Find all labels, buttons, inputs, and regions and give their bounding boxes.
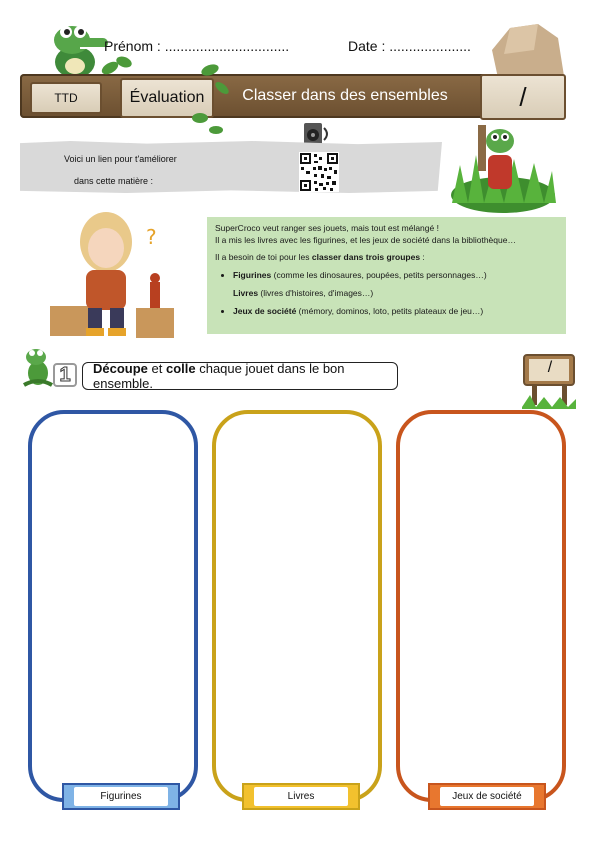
list-item: • Figurines (comme les dinosaures, poupées, petits personnages…) xyxy=(233,269,558,281)
svg-text:?: ? xyxy=(146,225,157,249)
score-sign-illustration xyxy=(522,347,576,409)
qr-code[interactable] xyxy=(299,152,339,192)
set-label-jeux-de-societe: Jeux de société xyxy=(440,787,534,806)
score-box[interactable]: / xyxy=(480,74,566,120)
category-list xyxy=(215,269,558,317)
set-jeux-de-societe[interactable] xyxy=(396,410,566,802)
speaker-icon[interactable] xyxy=(302,120,332,146)
small-croc-illustration xyxy=(20,343,56,389)
set-figurines[interactable] xyxy=(28,410,198,802)
ttd-label: TTD xyxy=(30,82,102,114)
croc-in-grass-illustration xyxy=(448,115,558,213)
vine-decoration xyxy=(90,48,240,138)
exercise-score[interactable]: / xyxy=(547,359,553,376)
link-text-line1: Voici un lien pour t'améliorer xyxy=(64,154,177,164)
set-label-figurines: Figurines xyxy=(74,787,168,806)
link-text-line2: dans cette matière : xyxy=(74,176,154,186)
instructions-box xyxy=(207,217,566,334)
set-label-livres: Livres xyxy=(254,787,348,806)
info-line-3: Il a besoin de toi pour les classer dans trois groupes : xyxy=(215,252,425,262)
ribbon-jeux-de-societe xyxy=(428,783,546,810)
exercise-number: 1 xyxy=(53,363,77,387)
date-field[interactable]: Date : ..................... xyxy=(348,38,471,54)
prenom-field[interactable]: Prénom : ................................ xyxy=(104,38,290,54)
info-line-2: Il a mis les livres avec les figurines, et les jeux de société dans la bibliothèque… xyxy=(215,235,516,245)
list-item: Livres (livres d'histoires, d'images…) xyxy=(233,288,374,298)
girl-thinking-illustration xyxy=(46,208,182,340)
page-title: Classer dans des ensembles xyxy=(242,87,448,104)
ribbon-figurines xyxy=(62,783,180,810)
list-item: • Jeux de société (mémory, dominos, loto, petits plateaux de jeu…) xyxy=(233,305,558,317)
set-livres[interactable] xyxy=(212,410,382,802)
rock-decoration xyxy=(488,20,568,80)
info-line-1: SuperCroco veut ranger ses jouets, mais tout est mélangé ! xyxy=(215,223,439,233)
evaluation-label: Évaluation xyxy=(120,78,214,118)
ribbon-livres xyxy=(242,783,360,810)
exercise-instruction: Découpe et colle chaque jouet dans le bon ensemble. xyxy=(82,362,398,390)
